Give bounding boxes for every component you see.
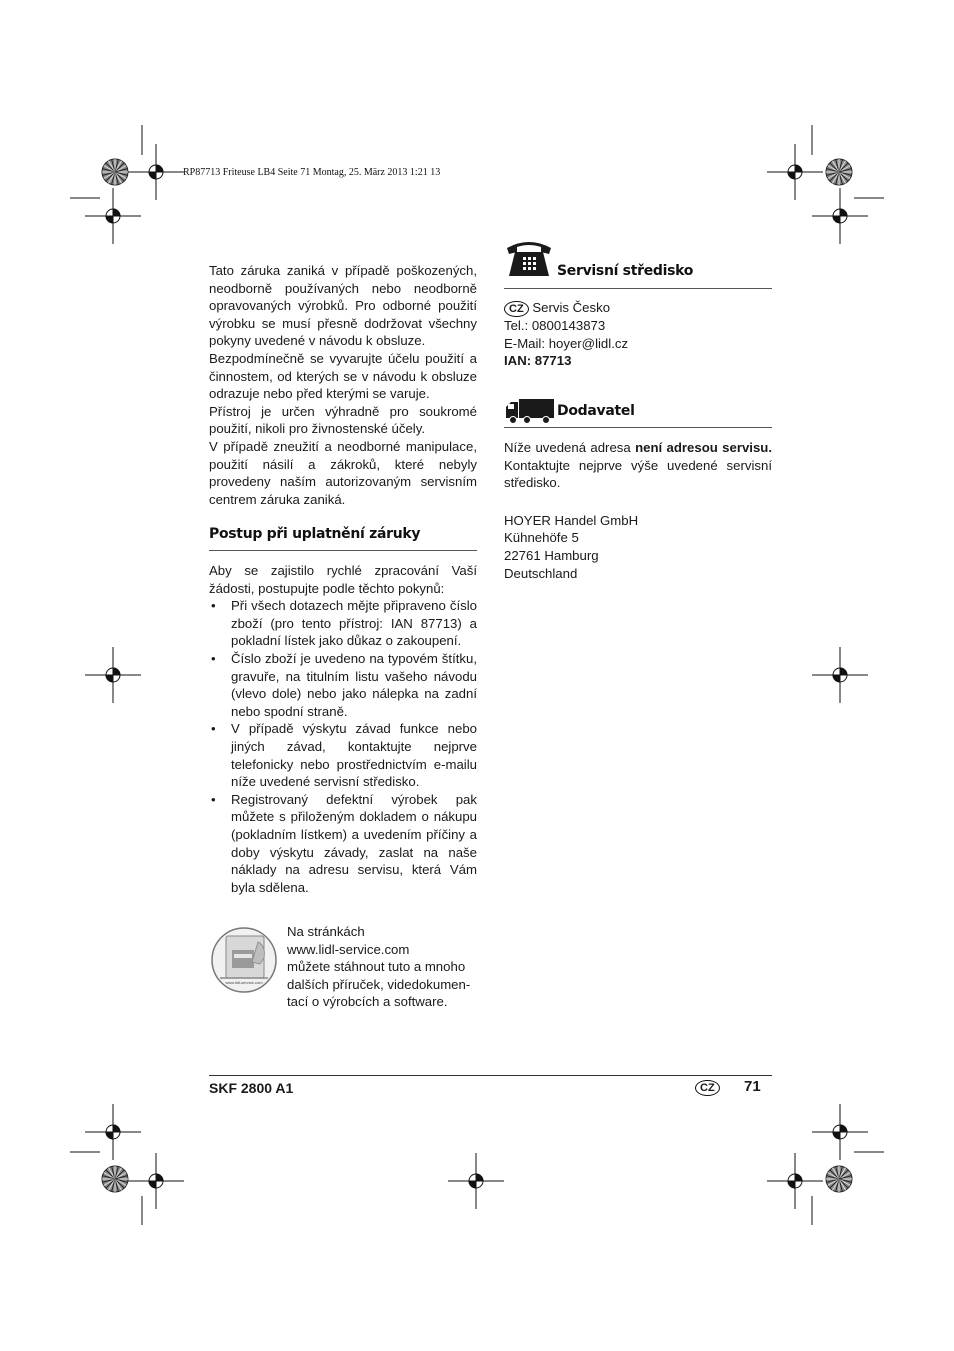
list-item: • Při všech dotazech mějte připraveno číslo zboží (pro tento přístroj: IAN 87713) a pokladní lístek jako důkaz o zakoupení.: [209, 597, 477, 650]
ian-number: IAN: 87713: [504, 353, 572, 369]
country-badge: CZ: [695, 1080, 720, 1096]
registration-mark: [85, 188, 141, 244]
page-number: 71: [744, 1078, 761, 1095]
color-wheel-mark: [826, 1166, 852, 1192]
note-emphasis: není adresou servisu.: [635, 440, 773, 455]
registration-mark: [767, 1153, 823, 1209]
print-slug: RP87713 Friteuse LB4 Seite 71 Montag, 25. März 2013 1:21 13: [183, 167, 441, 178]
list-item: • Registrovaný defektní výrobek pak můžete s přiloženým dokladem o nákupu (pokladním lístkem) a uvedením příčiny a doby výskytu závady, zaslat na naše náklady na adresu servisu, která Vám byla sdělena.: [209, 791, 477, 897]
procedure-intro: Aby se zajistilo rychlé zpracování Vaší žádosti, postupujte podle těchto pokynů:: [209, 563, 477, 596]
warranty-procedure-heading: Postup při uplatnění záruky: [209, 526, 421, 542]
list-item: • V případě výskytu závad funkce nebo jiných závad, kontaktujte nejprve telefonicky nebo prostřednictvím e-mailu níže uvedené servisní středisko.: [209, 720, 477, 790]
service-email: E-Mail: hoyer@lidl.cz: [504, 335, 629, 351]
paragraph: Přístroj je určen výhradně pro soukromé použití, nikoli pro živnostenské účely.: [209, 403, 477, 437]
address-line: 22761 Hamburg: [504, 547, 599, 563]
model-number: SKF 2800 A1: [209, 1080, 294, 1096]
registration-mark: [128, 1153, 184, 1209]
address-line: Kühnehöfe 5: [504, 530, 579, 546]
icon-caption: www.lidl-service.com: [225, 980, 263, 985]
paragraph: Tato záruka zaniká v případě poškozených, neodborně používaných nebo neodborně opravovaných výrobků. Pro odborné použití výrobku se musí přesně dodržovat všechny pokyny uvedené v návodu k obsluze.: [209, 263, 477, 349]
web-line: můžete stáhnout tuto a mnoho: [287, 959, 466, 975]
paragraph: V případě zneužití a neodborné manipulace, použití násilí a zákroků, které nebyly provedeny naším autorizovaným servisním centrem záruka zaniká.: [209, 438, 477, 507]
web-line: dalších příruček, videdokumen-: [287, 976, 471, 992]
list-item: • Číslo zboží je uvedeno na typovém štítku, gravuře, na titulním listu vašeho návodu (vlevo dole) nebo jako nálepka na zadní nebo spodní straně.: [209, 650, 477, 720]
service-name: Servis Česko: [532, 300, 611, 315]
registration-mark: [128, 144, 184, 200]
color-wheel-mark: [102, 159, 128, 185]
web-url: www.lidl-service.com: [287, 941, 410, 957]
paragraph: Bezpodmínečně se vyvarujte účelu použití a činnostem, od kterých se v návodu k obsluze odrazuje nebo před kterými se varuje.: [209, 350, 477, 402]
supplier-heading: Dodavatel: [557, 403, 635, 419]
color-wheel-mark: [102, 1166, 128, 1192]
color-wheel-mark: [826, 159, 852, 185]
country-badge: CZ: [504, 301, 529, 317]
service-heading: Servisní středisko: [557, 263, 694, 279]
service-phone: Tel.: 0800143873: [504, 318, 606, 333]
registration-mark: [767, 144, 823, 200]
web-line: tací o výrobcích a software.: [287, 994, 448, 1010]
note-text: Kontaktujte nejprve výše uvedené servisní středisko.: [504, 457, 772, 491]
note-text: Níže uvedená adresa: [504, 440, 636, 455]
address-line: HOYER Handel GmbH: [504, 512, 639, 528]
address-line: Deutschland: [504, 565, 578, 581]
registration-mark: [85, 647, 141, 703]
registration-mark: [812, 647, 868, 703]
web-line: Na stránkách: [287, 924, 365, 939]
registration-mark: [812, 188, 868, 244]
registration-mark: [448, 1153, 504, 1209]
